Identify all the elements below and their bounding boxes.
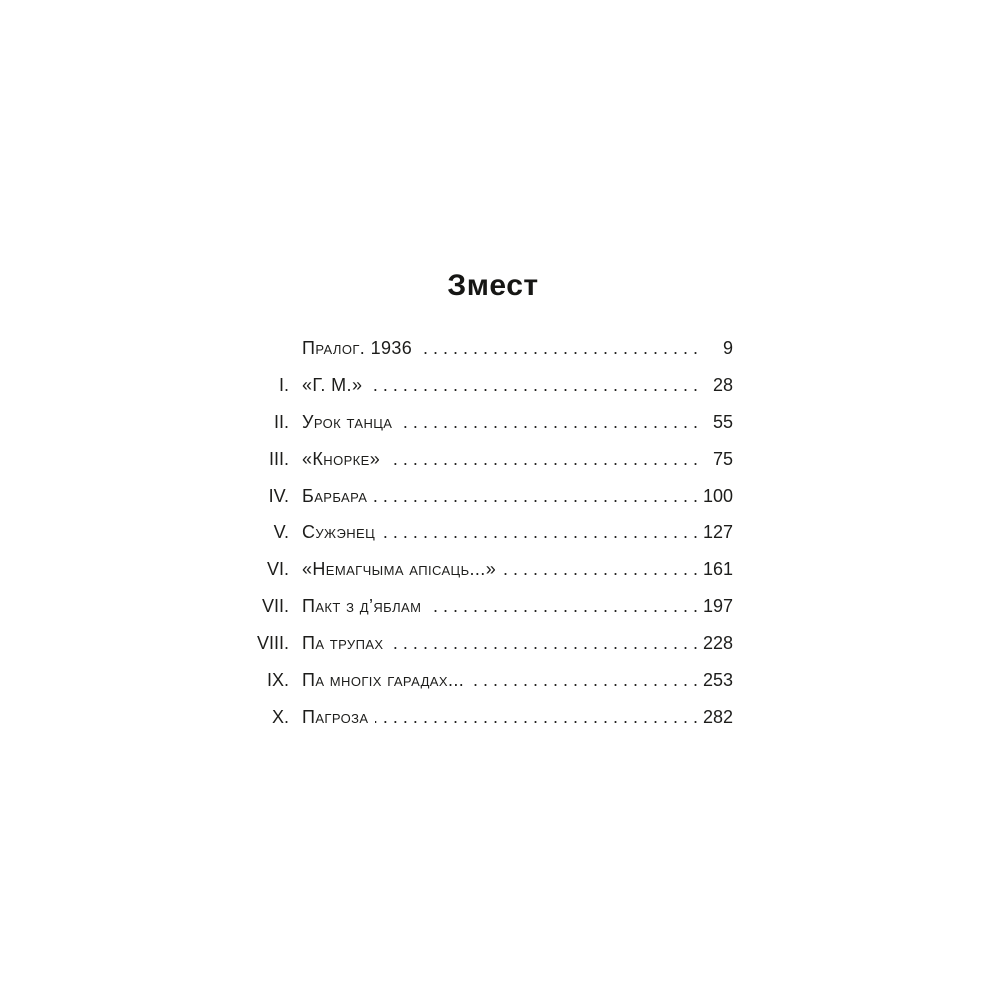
chapter-page-number: 127 bbox=[703, 522, 734, 543]
chapter-page-number: 28 bbox=[712, 374, 733, 395]
chapter-numeral: II. bbox=[273, 411, 289, 432]
chapter-numeral: IX. bbox=[266, 670, 289, 691]
chapter-title: Сужэнец bbox=[302, 522, 376, 543]
chapter-page-number: 55 bbox=[712, 411, 733, 432]
chapter-title: Пагроза bbox=[302, 706, 369, 727]
dot-leader bbox=[390, 625, 698, 662]
chapter-numeral: X. bbox=[271, 706, 289, 727]
toc-entry bbox=[253, 588, 733, 625]
chapter-title: Пралог. 1936 bbox=[302, 338, 413, 358]
toc-entry bbox=[253, 514, 733, 551]
chapter-numeral: VII. bbox=[261, 596, 289, 617]
chapter-title: Па трупах bbox=[302, 633, 384, 654]
chapter-numeral: IV. bbox=[268, 485, 289, 506]
chapter-numeral: III. bbox=[268, 448, 289, 469]
chapter-page-number: 228 bbox=[703, 633, 734, 654]
dot-leader bbox=[369, 367, 698, 404]
toc-entry bbox=[253, 367, 733, 404]
chapter-numeral: I. bbox=[278, 374, 289, 395]
chapter-title: «Кнорке» bbox=[302, 448, 381, 469]
chapter-numeral: V. bbox=[273, 522, 289, 543]
chapter-page-number: 9 bbox=[722, 338, 733, 358]
dot-leader bbox=[374, 478, 698, 515]
dot-leader bbox=[503, 551, 698, 588]
toc-entry bbox=[253, 699, 733, 736]
chapter-title: Па многіх гарадах... bbox=[302, 670, 465, 691]
dot-leader bbox=[419, 330, 698, 367]
chapter-title: «Г. М.» bbox=[302, 374, 363, 395]
chapter-page-number: 197 bbox=[703, 596, 734, 617]
chapter-numeral: VI. bbox=[266, 559, 289, 580]
toc-entry bbox=[253, 625, 733, 662]
dot-leader bbox=[382, 514, 698, 551]
chapter-title: Барбара bbox=[302, 485, 368, 506]
toc-page-content bbox=[253, 268, 733, 736]
chapter-page-number: 75 bbox=[712, 448, 733, 469]
toc-entry bbox=[253, 551, 733, 588]
dot-leader bbox=[428, 588, 698, 625]
chapter-numeral: VIII. bbox=[256, 633, 289, 654]
toc-entry bbox=[253, 662, 733, 699]
chapter-page-number: 282 bbox=[703, 706, 734, 727]
table-of-contents bbox=[253, 330, 733, 736]
dot-leader bbox=[471, 662, 698, 699]
chapter-title: Пакт з д’яблам bbox=[302, 596, 422, 617]
chapter-title: «Немагчыма апісаць...» bbox=[302, 559, 497, 580]
chapter-page-number: 161 bbox=[703, 559, 734, 580]
dot-leader bbox=[387, 441, 698, 478]
toc-entry bbox=[253, 330, 733, 367]
chapter-title: Урок танца bbox=[302, 411, 393, 432]
chapter-page-number: 253 bbox=[703, 670, 734, 691]
toc-entry bbox=[253, 404, 733, 441]
page-title: Змест bbox=[447, 269, 539, 302]
dot-leader bbox=[399, 404, 698, 441]
toc-entry bbox=[253, 441, 733, 478]
chapter-page-number: 100 bbox=[703, 485, 734, 506]
toc-entry bbox=[253, 478, 733, 515]
dot-leader bbox=[375, 699, 698, 736]
